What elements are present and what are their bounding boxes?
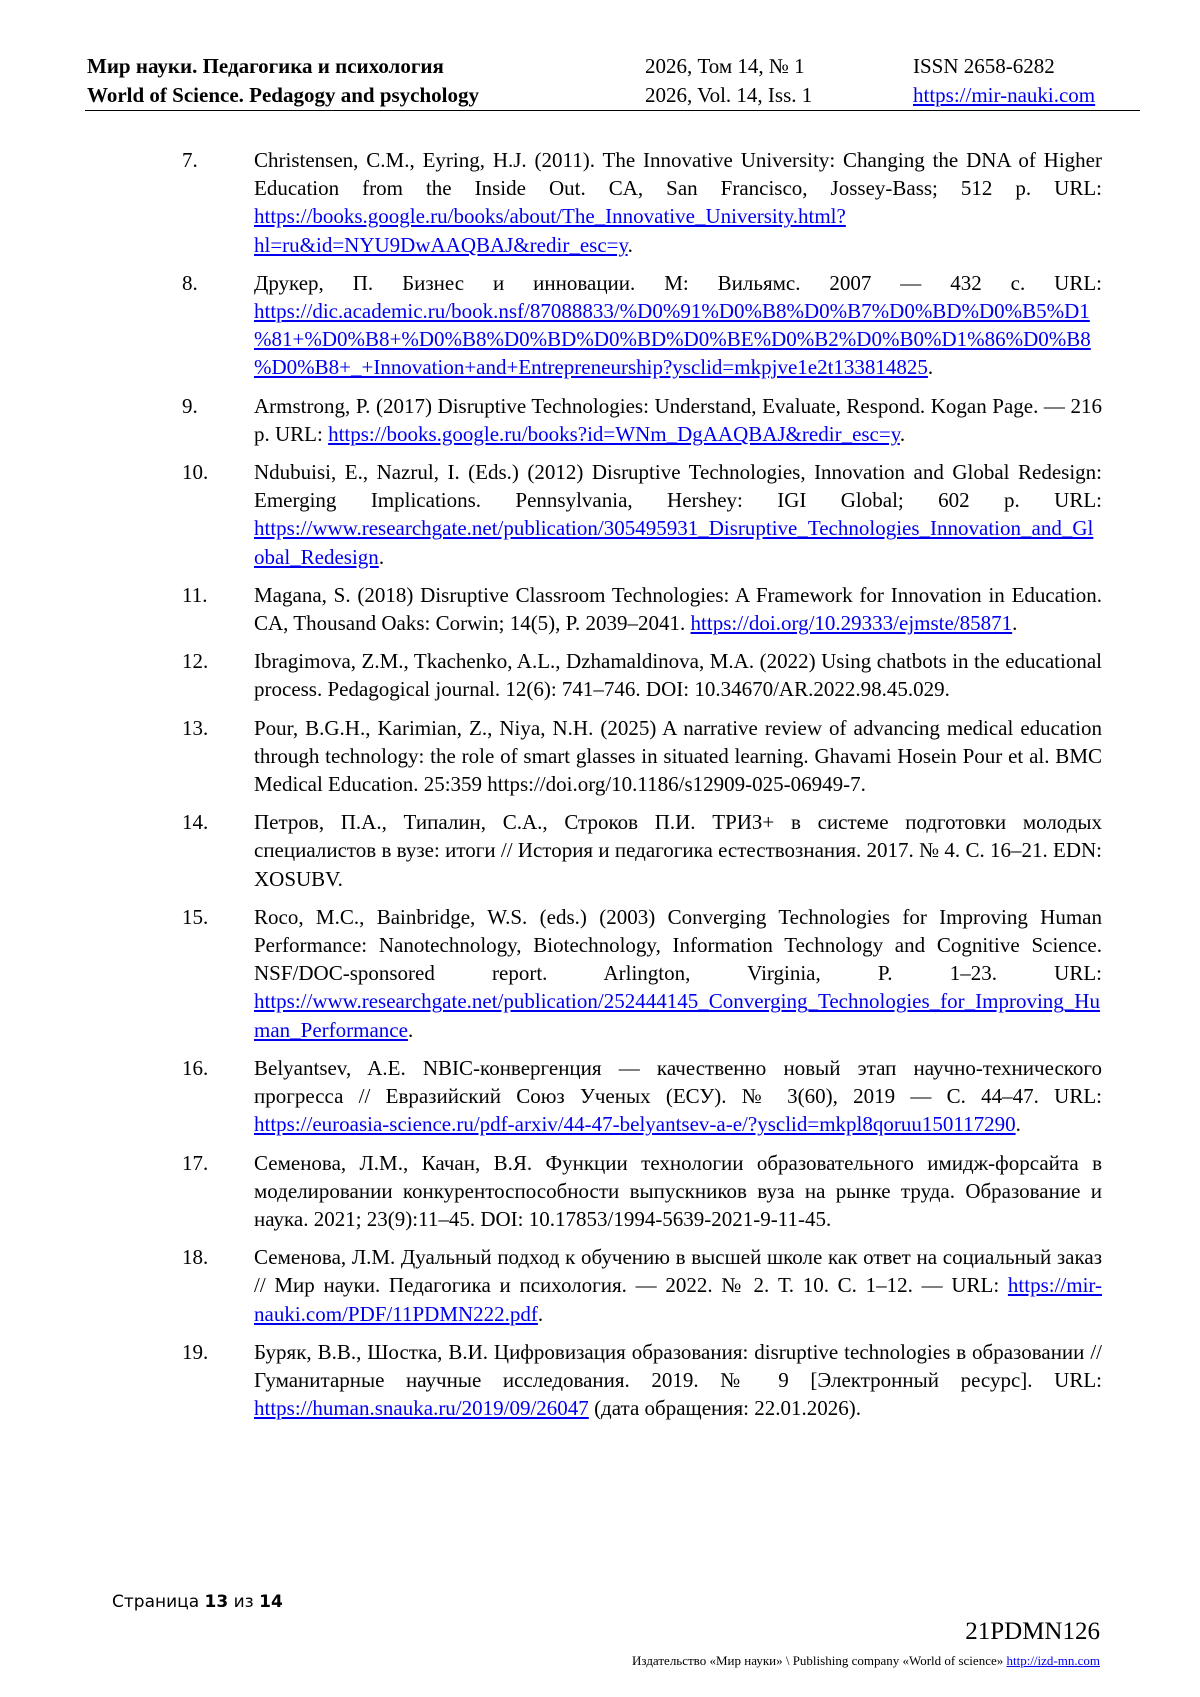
reference-item [182,903,1102,1044]
reference-text: Armstrong, P. (2017) Disruptive Technologies: Understand, Evaluate, Respond. Kogan Page. — 216 p. URL: [254,393,1102,446]
article-code: 21PDMN126 [965,1618,1100,1645]
page-of: из [233,1592,254,1612]
page-label: Страница [112,1592,200,1612]
reference-item [182,1054,1102,1139]
reference-item [182,581,1102,637]
journal-title-en: World of Science. Pedagogy and psychology [87,83,480,107]
reference-number: 18. [182,1245,209,1270]
reference-number: 14. [182,810,209,835]
reference-number: 10. [182,460,209,485]
reference-link[interactable]: https://books.google.ru/books?id=WNm_DgAAQBAJ&redir_esc=y [328,421,900,446]
reference-body [254,903,1102,1044]
reference-link[interactable]: https://doi.org/10.29333/ejmste/85871 [690,611,1013,636]
reference-body [254,1054,1102,1139]
journal-site-link[interactable]: https://mir-nauki.com [913,83,1096,107]
issue-info [645,52,812,110]
reference-body [254,458,1102,571]
reference-text: Ndubuisi, E., Nazrul, I. (Eds.) (2012) Disruptive Technologies, Innovation and Global Redesign: Emerging Implications. Pennsylvania, Hershey: IGI Global; 602 p. URL: [254,460,1102,513]
reference-text: Буряк, В.В., Шостка, В.И. Цифровизация образования: disruptive technologies в образовании // Гуманитарные научные исследования. 2019. № 9 [Электронный ресурс]. URL: [254,1339,1102,1392]
reference-text: Magana, S. (2018) Disruptive Classroom Technologies: A Framework for Innovation in Education. CA, Thousand Oaks: Corwin; 14(5), P. 2039–2041. [254,582,1102,636]
issn-number: ISSN 2658-6282 [913,54,1055,78]
reference-tail: . [627,232,633,257]
reference-body [254,1338,1102,1423]
publisher-link[interactable]: http://izd-mn.com [1006,1653,1100,1668]
reference-number: 12. [182,649,209,674]
reference-text: Семенова, Л.М., Качан, В.Я. Функции технологии образовательного имидж-форсайта в моделировании конкурентоспособности выпускников вуза на рынке труда. Образование и наука. 2021; 23(9):11–45. DOI: 10.17853/1994-5639-2021-9-11-45. [254,1150,1102,1231]
reference-number: 19. [182,1339,209,1364]
publisher-text: Издательство «Мир науки» \ Publishing company «World of science» [632,1653,1007,1668]
reference-body [254,392,1102,448]
reference-body [254,581,1102,637]
reference-text: Ibragimova, Z.M., Tkachenko, A.L., Dzhamaldinova, M.A. (2022) Using chatbots in the educational process. Pedagogical journal. 12(6): 741–746. DOI: 10.34670/AR.2022.98.45.029. [254,649,1102,702]
reference-tail: . [378,544,385,569]
reference-link[interactable]: https://www.researchgate.net/publication/305495931_Disruptive_Technologies_Innovation_and_Global_Redesign [254,516,1094,569]
reference-item [182,647,1102,703]
reference-tail: . [1015,1112,1021,1137]
reference-body [254,808,1102,893]
journal-title-ru: Мир науки. Педагогика и психология [87,54,444,78]
reference-tail: . [1012,611,1018,636]
reference-tail: . [927,355,934,380]
reference-number: 9. [182,393,198,418]
reference-item [182,808,1102,893]
reference-list [182,146,1102,1432]
reference-text: Петров, П.А., Типалин, С.А., Строков П.И. ТРИЗ+ в системе подготовки молодых специалистов в вузе: итоги // История и педагогика естествознания. 2017. № 4. С. 16–21. EDN: XOSUBV. [254,810,1102,891]
reference-link[interactable]: https://mir-nauki.com/PDF/11PDMN222.pdf [254,1273,1102,1326]
reference-link[interactable]: https://dic.academic.ru/book.nsf/87088833/%D0%91%D0%B8%D0%B7%D0%BD%D0%B5%D1%81+%D0%B8+%D0%B8%D0%BD%D0%BD%D0%BE%D0%B2%D0%B0%D1%86%D0%B8%D0%B8+_+Innovation+and+Entrepreneurship?ysclid=mkpjve1e2t133814825 [254,299,1091,380]
reference-body [254,1243,1102,1328]
journal-title [87,52,479,110]
reference-body [254,714,1102,799]
reference-item [182,714,1102,799]
reference-link[interactable]: https://www.researchgate.net/publication/252444145_Converging_Technologies_for_Improving_Human_Performance [254,989,1100,1042]
reference-body [254,146,1102,259]
reference-number: 8. [182,270,198,295]
page-number [112,1590,283,1614]
reference-link[interactable]: https://euroasia-science.ru/pdf-arxiv/44-47-belyantsev-a-e/?ysclid=mkpl8qoruu150117290 [254,1112,1016,1137]
reference-item [182,392,1102,448]
reference-text: Pour, B.G.H., Karimian, Z., Niya, N.H. (2025) A narrative review of advancing medical education through technology: the role of smart glasses in situated learning. Ghavami Hosein Pour et al. BMC Medical Education. 25:359 https://doi.org/10.1186/s12909-025-06949-7. [254,715,1102,797]
reference-text: Друкер, П. Бизнес и инновации. М: Вильямс. 2007 — 432 с. URL: [254,270,1102,295]
reference-item [182,269,1102,382]
reference-item [182,1149,1102,1234]
reference-tail: . [537,1301,544,1326]
reference-text: Семенова, Л.М. Дуальный подход к обучению в высшей школе как ответ на социальный заказ // Мир науки. Педагогика и психология. — 2022. № 2. Т. 10. С. 1–12. — URL: [254,1245,1102,1298]
reference-tail: (дата обращения: 22.01.2026). [588,1396,861,1421]
running-header [85,50,1140,111]
reference-body [254,647,1102,703]
reference-body [254,1149,1102,1234]
reference-link[interactable]: https://books.google.ru/books/about/The_Innovative_University.html?hl=ru&id=NYU9DwAAQBAJ&redir_esc=y [254,204,846,257]
reference-text: Roco, M.C., Bainbridge, W.S. (eds.) (2003) Converging Technologies for Improving Human Performance: Nanotechnology, Biotechnology, Information Technology and Cognitive Science. NSF/DOC-sponsored report. Arlington, Virginia, P. 1–23. URL: [254,904,1102,986]
reference-number: 15. [182,904,209,929]
reference-number: 7. [182,148,198,172]
issue-info-ru: 2026, Том 14, № 1 [645,54,805,78]
reference-item [182,458,1102,571]
reference-number: 11. [182,582,208,607]
reference-number: 17. [182,1150,209,1175]
page-current: 13 [204,1592,229,1612]
page-total: 14 [259,1592,283,1612]
reference-text: Belyantsev, A.E. NBIC-конвергенция — качественно новый этап научно-технического прогресса // Евразийский Союз Ученых (ЕСУ). № 3(60), 2019 — С. 44–47. URL: [254,1055,1102,1109]
reference-body [254,269,1102,382]
reference-item [182,146,1102,259]
issue-info-en: 2026, Vol. 14, Iss. 1 [645,83,813,107]
reference-number: 13. [182,715,209,740]
reference-item [182,1338,1102,1423]
reference-tail: . [899,421,906,446]
reference-link[interactable]: https://human.snauka.ru/2019/09/26047 [254,1396,589,1421]
publisher-line [632,1652,1100,1670]
reference-tail: . [407,1017,414,1042]
issn-block [913,52,1095,110]
reference-text: Christensen, C.M., Eyring, H.J. (2011). The Innovative University: Changing the DNA of Higher Education from the Inside Out. CA, San Francisco, Jossey-Bass; 512 p. URL: [254,148,1102,201]
reference-item [182,1243,1102,1328]
reference-number: 16. [182,1055,209,1080]
